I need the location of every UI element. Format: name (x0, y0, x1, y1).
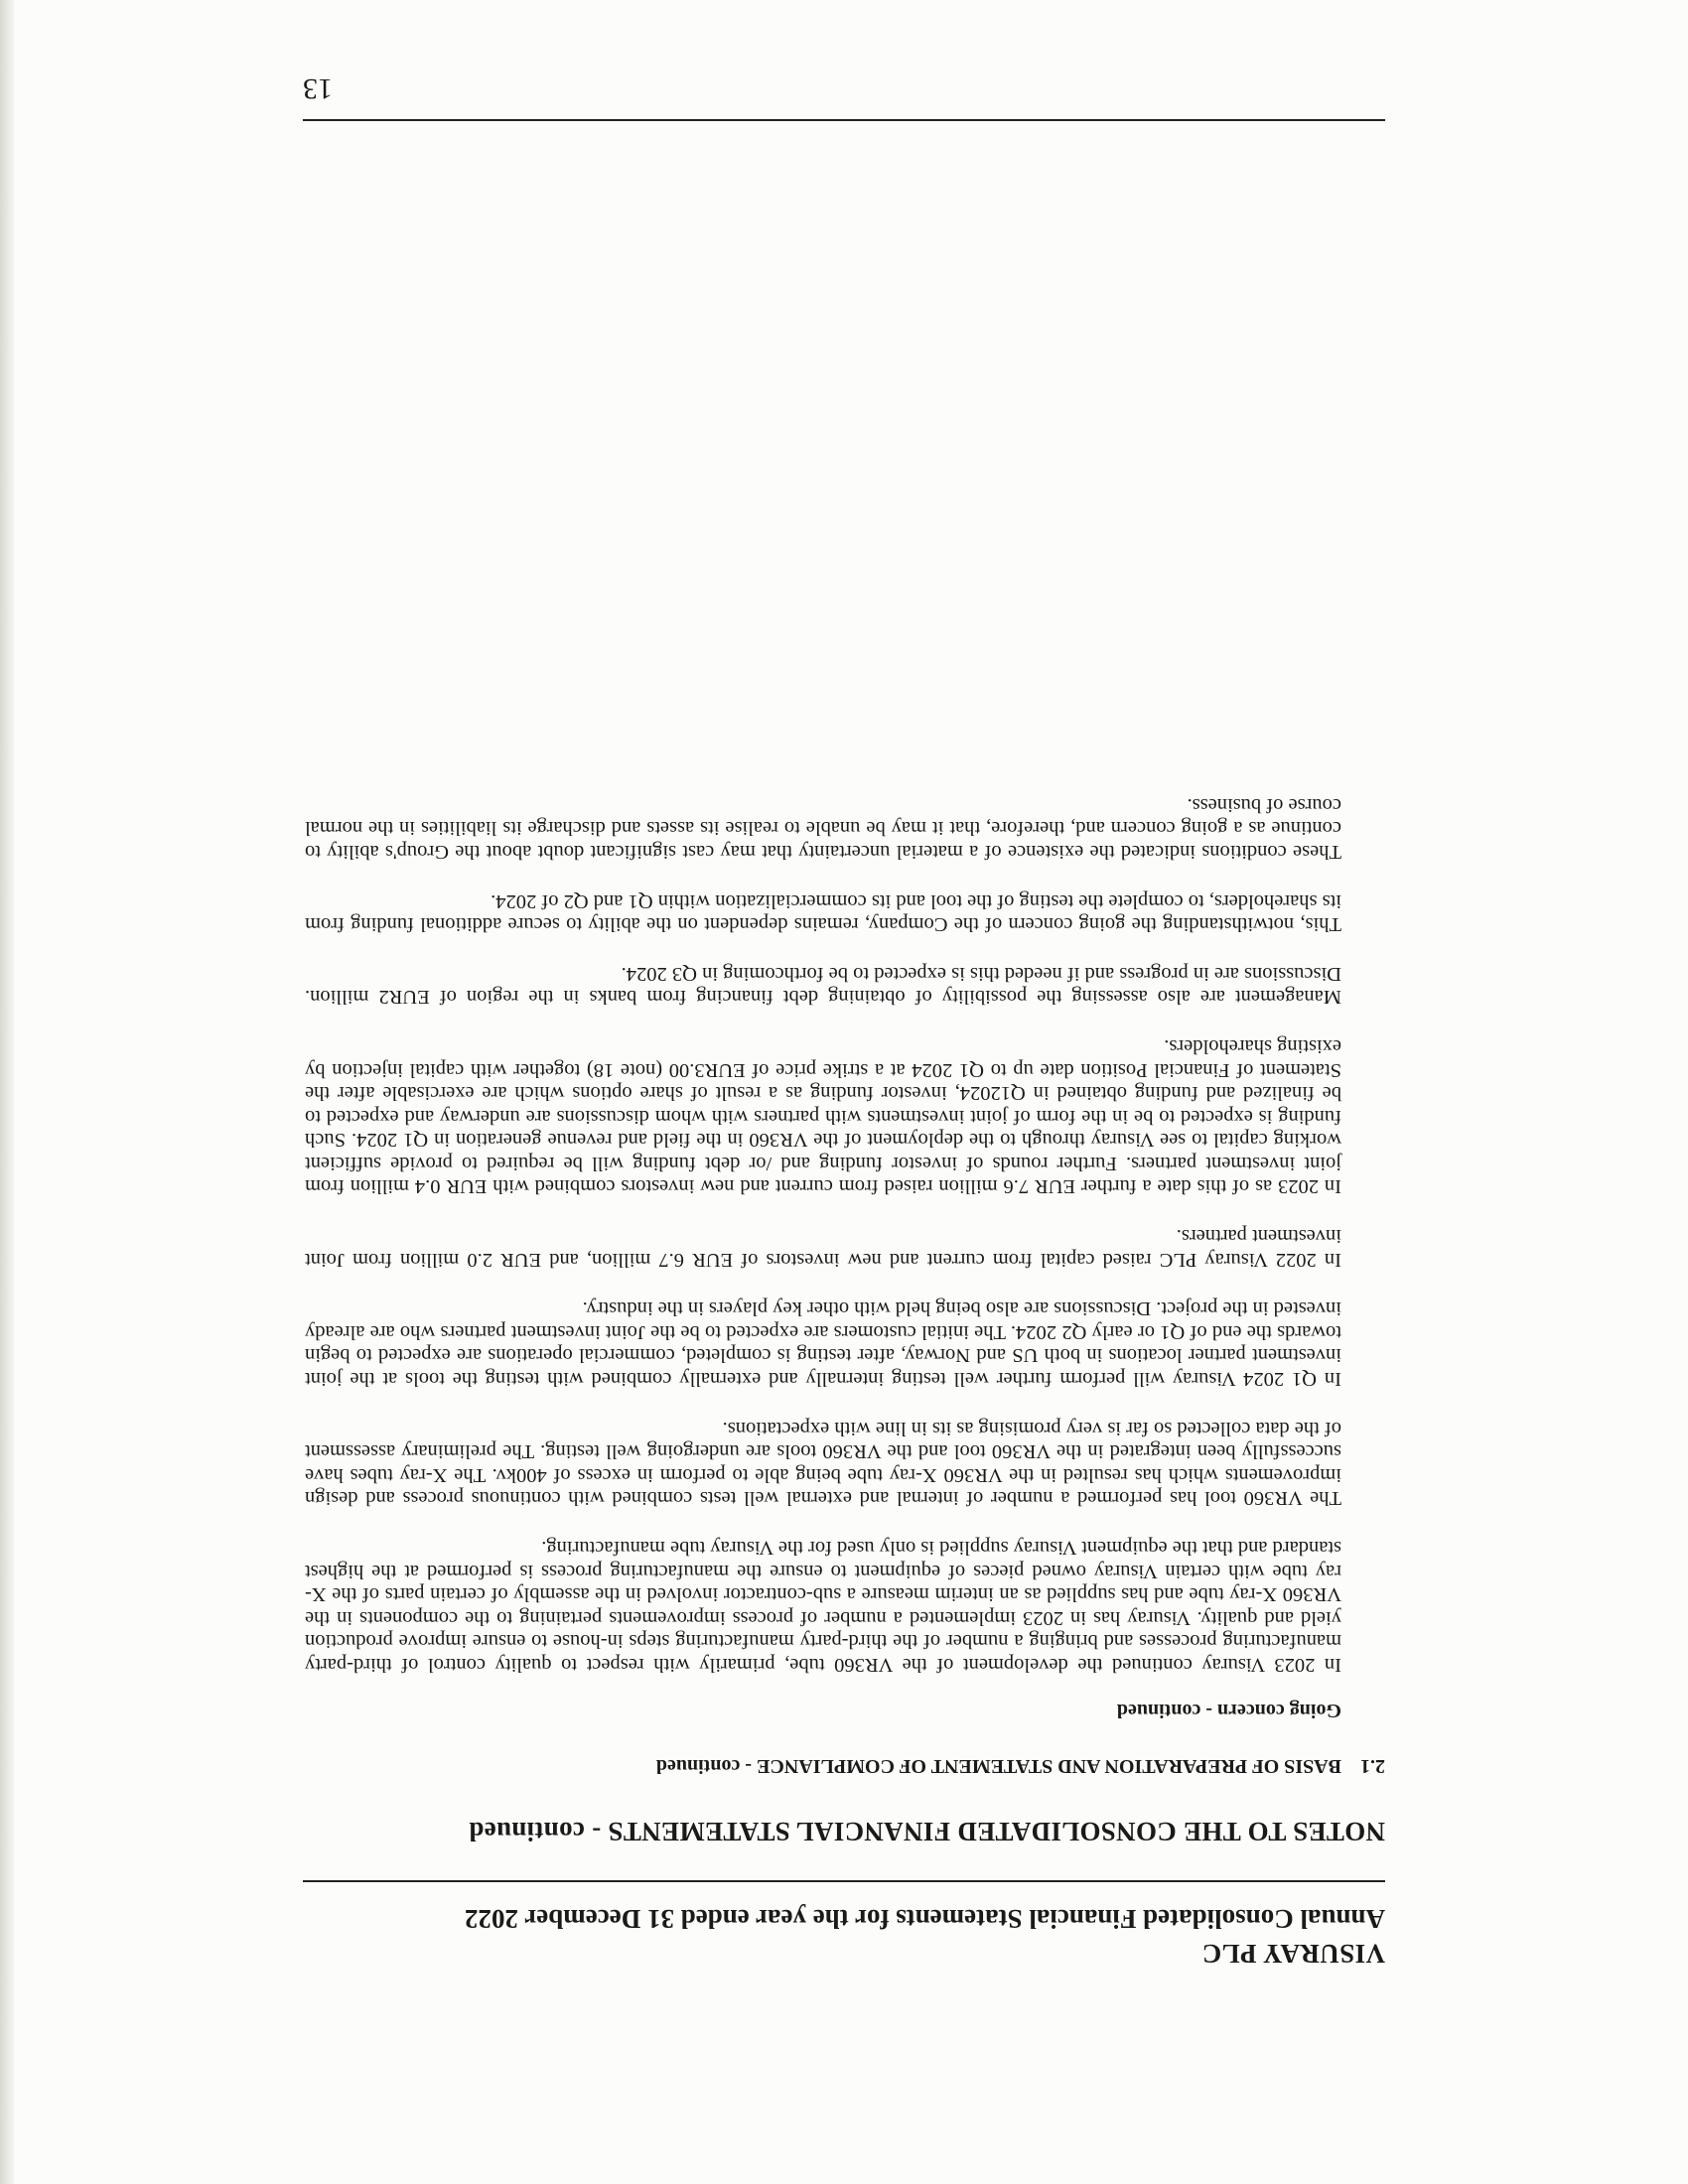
report-subtitle: Annual Consolidated Financial Statements for the year ended 31 December 2022 (465, 1904, 1385, 1934)
paragraph: In 2023 as of this date a further EUR 7.6 million raised from current and new investors combined with EUR 0.4 million from joint investment partners. Further rounds of investor funding and /or debt funding will be required to provide sufficient working capital to see Visuray through to the deployment of the VR360 in the field and revenue generation in Q1 2024. Such funding is expected to be in the form of joint investments with partners with whom discussions are underway and expected to be finalized and funding obtained in Q12024, investor funding as a result of share options which are exercisable after the Statement of Financial Position date up to Q1 2024 at a strike price of EUR3.00 (note 18) together with capital injection by existing shareholders. (305, 1034, 1341, 1198)
paragraph: In 2022 Visuray PLC raised capital from current and new investors of EUR 6.7 million, and EUR 2.0 million from Joint investment partners. (305, 1225, 1341, 1271)
company-name: VISURAY PLC (1201, 1939, 1385, 1969)
footer-divider (303, 119, 1385, 121)
paragraph: In Q1 2024 Visuray will perform further well testing internally and externally combined with testing the tools at the joint investment partner locations in both US and Norway, after testing is completed, commercial operations are expected to begin towards the end of Q1 or early Q2 2024. The initial customers are expected to be the Joint investment partners who are already invested in the project. Discussions are also being held with other key players in the industry. (305, 1297, 1341, 1391)
section-title: BASIS OF PREPARATION AND STATEMENT OF COMPLIANCE - continued (655, 1755, 1341, 1777)
section-heading (656, 1754, 1385, 1777)
page-number: 13 (303, 72, 333, 105)
header-divider (303, 1880, 1385, 1882)
section-number: 2.1 (1360, 1755, 1385, 1777)
notes-title: NOTES TO THE CONSOLIDATED FINANCIAL STATEMENTS - continued (469, 1817, 1385, 1846)
paragraph: This, notwithstanding the going concern of the Company, remains dependent on the ability to secure additional funding from its shareholders, to complete the testing of the tool and its commercialization within Q1 and Q2 of 2024. (305, 889, 1341, 936)
paragraph: These conditions indicated the existence of a material uncertainty that may cast significant doubt about the Group's ability to continue as a going concern and, therefore, that it may be unable to realise its assets and discharge its liabilities in the normal course of business. (305, 793, 1341, 863)
paragraph: In 2023 Visuray continued the development of the VR360 tube, primarily with respect to quality control of third-party manufacturing processes and bringing a number of the third-party manufacturing steps in-house to ensure improve production yield and quality. Visuray has in 2023 implemented a number of process improvements pertaining to the components in the VR360 X-ray tube and has supplied as an interim measure a sub-contractor involved in the assembly of certain parts of the X-ray tube with certain Visuray owned pieces of equipment to ensure the manufacturing process is performed at the highest standard and that the equipment Visuray supplied is only used for the Visuray tube manufacturing. (305, 1537, 1341, 1676)
subsection-heading: Going concern - continued (1116, 1700, 1341, 1721)
body-text (305, 766, 1341, 1676)
scan-edge-shadow (0, 0, 14, 2184)
paragraph: The VR360 tool has performed a number of internal and external well tests combined with continuous process and design improvements which has resulted in the VR360 X-ray tube being able to perform in excess of 400kv. The X-ray tubes have successfully been integrated in the VR360 tool and the VR360 tools are undergoing well testing. The preliminary assessment of the data collected so far is very promising as its in line with expectations. (305, 1417, 1341, 1510)
paragraph: Management are also assessing the possibility of obtaining debt financing from banks in the region of EUR2 million. Discussions are in progress and if needed this is expected to be forthcoming in Q3 2024. (305, 962, 1341, 1009)
